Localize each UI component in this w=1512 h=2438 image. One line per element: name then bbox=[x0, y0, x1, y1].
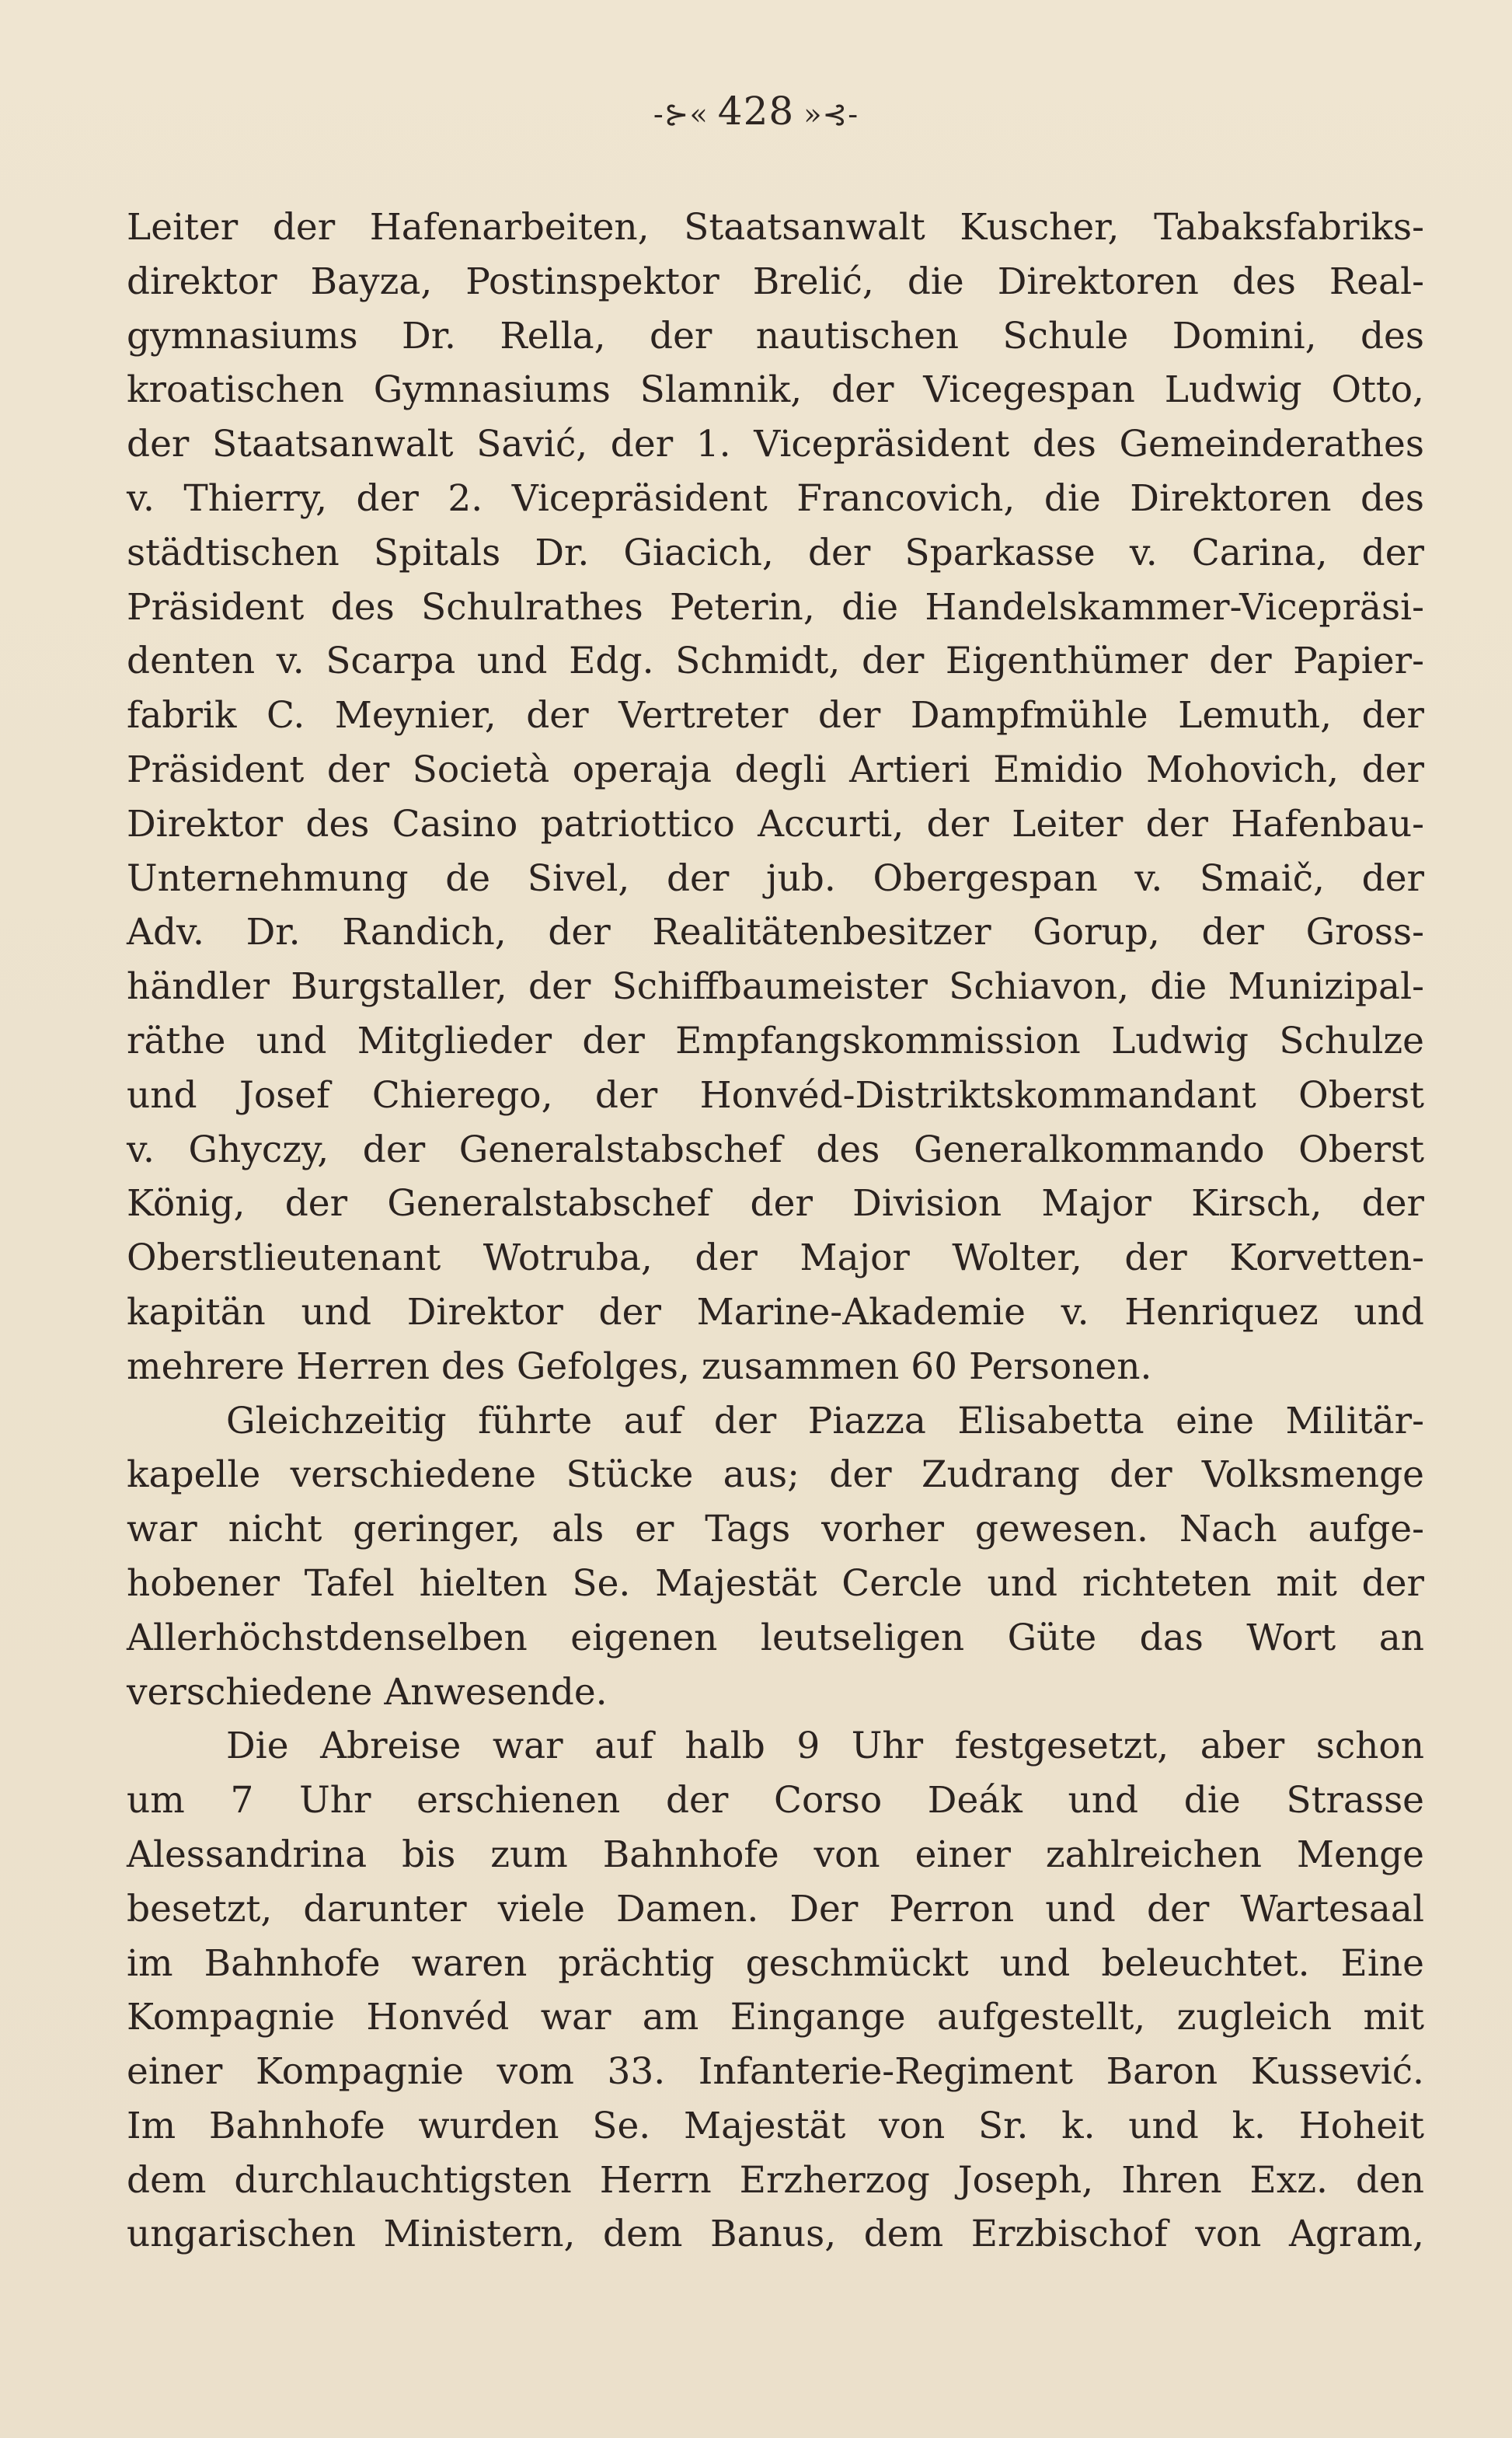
text-line: war nicht geringer, als er Tags vorher gewesen. Nach aufge- bbox=[127, 1508, 1424, 1551]
right-ornament: »⊰- bbox=[803, 97, 859, 131]
text-line: der Staatsanwalt Savić, der 1. Vicepräsident des Gemeinderathes bbox=[127, 423, 1424, 466]
text-line: Direktor des Casino patriottico Accurti, der Leiter der Hafenbau- bbox=[127, 802, 1424, 846]
paragraph-end-line: verschiedene Anwesende. bbox=[127, 1670, 608, 1714]
text-line: Präsident der Società operaja degli Artieri Emidio Mohovich, der bbox=[127, 748, 1424, 791]
text-line: kapelle verschiedene Stücke aus; der Zudrang der Volksmenge bbox=[127, 1453, 1424, 1497]
text-line: städtischen Spitals Dr. Giacich, der Sparkasse v. Carina, der bbox=[127, 531, 1424, 574]
text-line: Alessandrina bis zum Bahnhofe von einer zahlreichen Menge bbox=[127, 1833, 1424, 1876]
text-line: Adv. Dr. Randich, der Realitätenbesitzer Gorup, der Gross- bbox=[127, 911, 1424, 954]
paragraph-start-line: Gleichzeitig führte auf der Piazza Elisabetta eine Militär- bbox=[226, 1399, 1424, 1442]
text-line: kroatischen Gymnasiums Slamnik, der Vicegespan Ludwig Otto, bbox=[127, 368, 1424, 412]
text-line: König, der Generalstabschef der Division Major Kirsch, der bbox=[127, 1182, 1424, 1226]
page-number-header bbox=[0, 89, 1512, 134]
text-line: gymnasiums Dr. Rella, der nautischen Schule Domini, des bbox=[127, 314, 1424, 358]
text-line: hobener Tafel hielten Se. Majestät Cercle und richteten mit der bbox=[127, 1561, 1424, 1605]
text-line: Im Bahnhofe wurden Se. Majestät von Sr. k. und k. Hoheit bbox=[127, 2104, 1424, 2147]
text-line: und Josef Chierego, der Honvéd-Distriktskommandant Oberst bbox=[127, 1073, 1424, 1117]
paragraph-start-line: Die Abreise war auf halb 9 Uhr festgesetzt, aber schon bbox=[226, 1725, 1424, 1768]
text-line: fabrik C. Meynier, der Vertreter der Dampfmühle Lemuth, der bbox=[127, 694, 1424, 738]
text-line: räthe und Mitglieder der Empfangskommission Ludwig Schulze bbox=[127, 1019, 1424, 1062]
text-line: um 7 Uhr erschienen der Corso Deák und die Strasse bbox=[127, 1779, 1424, 1822]
text-line: einer Kompagnie vom 33. Infanterie-Regiment Baron Kussević. bbox=[127, 2050, 1424, 2094]
text-line: v. Ghyczy, der Generalstabschef des Generalkommando Oberst bbox=[127, 1128, 1424, 1171]
text-line: händler Burgstaller, der Schiffbaumeister Schiavon, die Munizipal- bbox=[127, 965, 1424, 1009]
text-line: im Bahnhofe waren prächtig geschmückt und beleuchtet. Eine bbox=[127, 1941, 1424, 1985]
text-line: ungarischen Ministern, dem Banus, dem Erzbischof von Agram, bbox=[127, 2213, 1424, 2256]
text-line: direktor Bayza, Postinspektor Brelić, die Direktoren des Real- bbox=[127, 260, 1424, 303]
text-line: Präsident des Schulrathes Peterin, die Handelskammer-Vicepräsi- bbox=[127, 585, 1424, 629]
text-line: Unternehmung de Sivel, der jub. Obergespan v. Smaič, der bbox=[127, 856, 1424, 900]
text-line: Allerhöchstdenselben eigenen leutseligen Güte das Wort an bbox=[127, 1616, 1424, 1659]
text-line: dem durchlauchtigsten Herrn Erzherzog Joseph, Ihren Exz. den bbox=[127, 2158, 1424, 2202]
left-ornament: -⊱« bbox=[653, 97, 709, 131]
text-line: denten v. Scarpa und Edg. Schmidt, der Eigenthümer der Papier- bbox=[127, 640, 1424, 683]
text-line: besetzt, darunter viele Damen. Der Perron und der Wartesaal bbox=[127, 1887, 1424, 1931]
text-line: kapitän und Direktor der Marine-Akademie v. Henriquez und bbox=[127, 1290, 1424, 1334]
text-line: v. Thierry, der 2. Vicepräsident Francovich, die Direktoren des bbox=[127, 476, 1424, 520]
page-number: 428 bbox=[717, 89, 795, 134]
paragraph-end-line: mehrere Herren des Gefolges, zusammen 60 Personen. bbox=[127, 1345, 1152, 1388]
text-line: Leiter der Hafenarbeiten, Staatsanwalt Kuscher, Tabaksfabriks- bbox=[127, 206, 1424, 249]
body-text bbox=[127, 201, 1424, 2262]
text-line: Kompagnie Honvéd war am Eingange aufgestellt, zugleich mit bbox=[127, 1996, 1424, 2039]
text-line: Oberstlieutenant Wotruba, der Major Wolter, der Korvetten- bbox=[127, 1236, 1424, 1280]
